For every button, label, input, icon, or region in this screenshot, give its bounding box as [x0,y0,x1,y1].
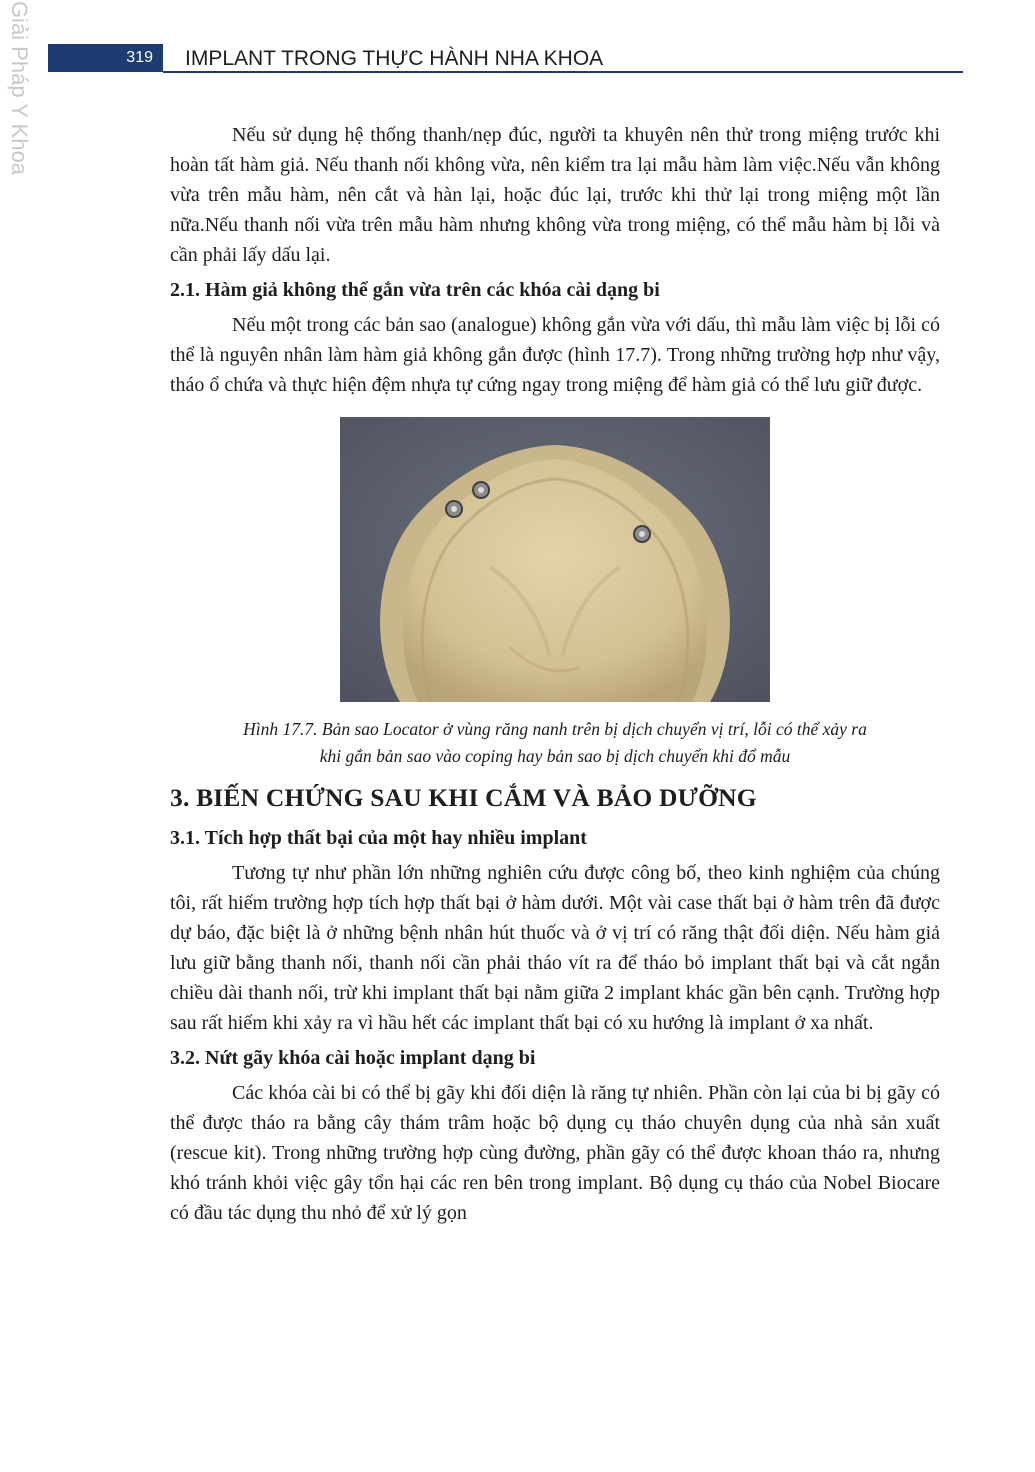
paragraph-3-1: Tương tự như phần lớn những nghiên cứu được công bố, theo kinh nghiệm của chúng tôi, rất hiếm trường hợp tích hợp thất bại ở hàm dưới. Một vài case thất bại ở hàm trên đã được dự báo, đặc biệt là ở những bệnh nhân hút thuốc và ở vị trí có răng thật đối diện. Nếu hàm giả lưu giữ bằng thanh nối, thanh nối cần phải tháo vít ra để tháo bỏ implant thất bại và cắt ngắn chiều dài thanh nối, trừ khi implant thất bại nằm giữa 2 implant khác gần bên cạnh. Trường hợp sau rất hiếm khi xảy ra vì hầu hết các implant thất bại có xu hướng là implant ở xa nhất. [170,862,940,1034]
caption-line-1: Hình 17.7. Bản sao Locator ở vùng răng nanh trên bị dịch chuyển vị trí, lỗi có thể xảy ra [243,719,867,739]
watermark-text: Giải Pháp Y Khoa [7,0,33,175]
heading-3-1: 3.1. Tích hợp thất bại của một hay nhiều implant [170,827,587,849]
locator-analogue-icon [446,501,462,517]
page-body [170,120,940,1228]
paragraph-3-2: Các khóa cài bi có thể bị gãy khi đối diện là răng tự nhiên. Phần còn lại của bi bị gãy có thể được tháo ra bằng cây thám trâm hoặc bộ dụng cụ tháo chuyên dụng của nhà sản xuất (rescue kit). Trong những trường hợp cùng đường, phần gãy có thể được khoan tháo ra, nhưng khó tránh khỏi việc gây tổn hại các ren bên trong implant. Bộ dụng cụ tháo của Nobel Biocare có đầu tác dụng thu nhỏ để xử lý gọn [170,1082,940,1224]
figure-caption [170,716,940,770]
locator-analogue-icon [473,482,489,498]
heading-section-3: 3. BIẾN CHỨNG SAU KHI CẮM VÀ BẢO DƯỠNG [170,783,757,812]
page-number: 319 [126,49,153,66]
heading-2-1: 2.1. Hàm giả không thể gắn vừa trên các khóa cài dạng bi [170,279,660,301]
locator-analogue-icon [634,526,650,542]
header-rule [163,71,963,73]
figure-17-7 [340,417,770,702]
heading-3-2: 3.2. Nứt gãy khóa cài hoặc implant dạng bi [170,1047,536,1069]
paragraph-intro: Nếu sử dụng hệ thống thanh/nẹp đúc, người ta khuyên nên thử trong miệng trước khi hoàn tất hàm giả. Nếu thanh nối không vừa, nên kiểm tra lại mẫu hàm làm việc.Nếu vẫn không vừa trên mẫu hàm, nên cắt và hàn lại, hoặc đúc lại, trước khi thử lại trong miệng một lần nữa.Nếu thanh nối vừa trên mẫu hàm nhưng không vừa trong miệng, có thể mẫu hàm bị lỗi và cần phải lấy dấu lại. [170,124,940,266]
side-watermark [0,0,38,175]
paragraph-2-1: Nếu một trong các bản sao (analogue) không gắn vừa với dấu, thì mẫu làm việc bị lỗi có thể là nguyên nhân làm hàm giả không gắn được (hình 17.7). Trong những trường hợp như vậy, tháo ổ chứa và thực hiện đệm nhựa tự cứng ngay trong miệng để hàm giả có thể lưu giữ được. [170,314,940,396]
running-header-title: IMPLANT TRONG THỰC HÀNH NHA KHOA [185,47,604,70]
page-number-badge [48,44,163,72]
caption-line-2: khi gắn bản sao vào coping hay bản sao bị dịch chuyển khi đổ mẫu [319,746,791,766]
dental-cast-photo [340,417,770,702]
